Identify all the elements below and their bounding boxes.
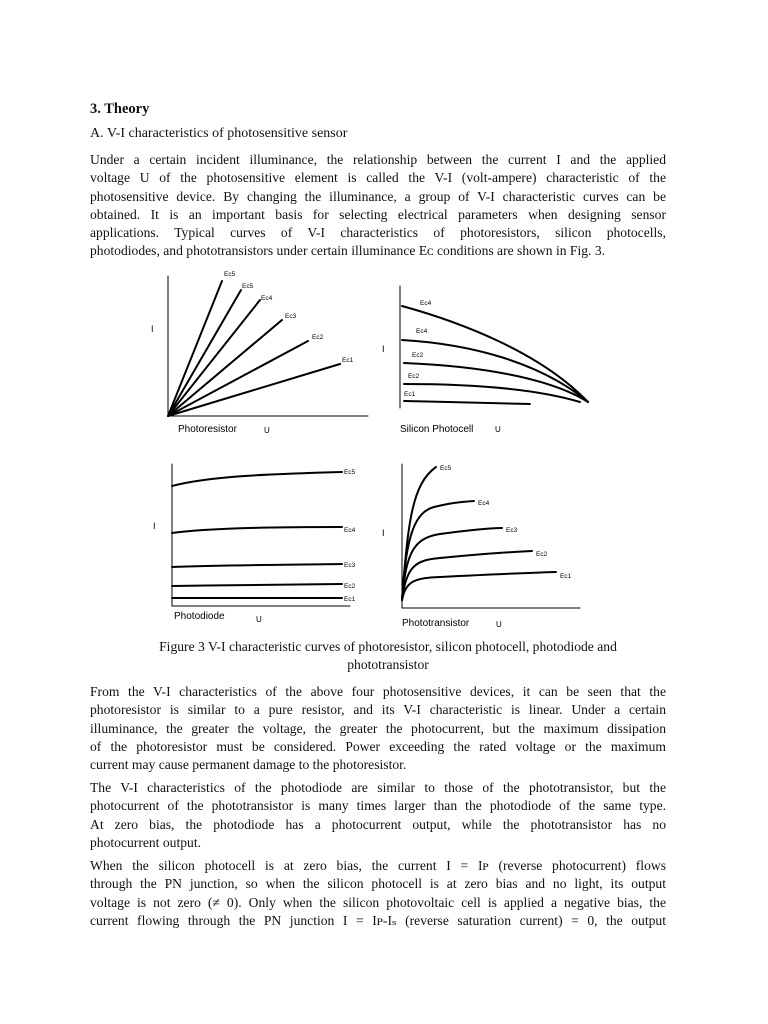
curve-ec5 xyxy=(172,472,342,486)
curve-label: Ec2 xyxy=(412,352,424,359)
photoresistor-label: Photoresistor xyxy=(178,424,237,435)
curve-label: Ec5 xyxy=(224,271,236,278)
text-line: through the PN junction, so when the silicon photocell is at zero bias and no light, its output xyxy=(90,876,666,892)
text-line: photodiodes, and phototransistors under certain illuminance Eᴄ conditions are shown in Fig. 3. xyxy=(90,243,606,259)
curve-ec1 xyxy=(402,572,556,600)
text-line: photocurrent output. xyxy=(90,834,201,850)
phototransistor-y-label: I xyxy=(382,528,385,538)
curve-ec3 xyxy=(168,320,282,416)
text-line: current flowing through the PN junction I = Iᴘ-Iₛ (reverse saturation current) = 0, the output xyxy=(90,912,666,928)
section-heading: 3. Theory xyxy=(90,101,150,117)
curve-label: Ec3 xyxy=(506,527,518,534)
photocell-y-label: I xyxy=(382,344,385,354)
text-line: The V-I characteristics of the photodiode are similar to those of the phototransistor, but the xyxy=(90,780,666,795)
text-line: applications. Typical curves of V-I characteristics of photoresistors, silicon photocells, xyxy=(90,225,666,241)
curve-label: Ec1 xyxy=(560,573,572,580)
text-line: illuminance, the greater the voltage, the greater the photocurrent, but the maximum dissipation xyxy=(90,720,666,736)
photodiode-y-label: I xyxy=(153,521,156,531)
phototransistor-x-label: U xyxy=(496,620,502,629)
curve-label: Ec1 xyxy=(344,596,356,603)
curve-label: Ec2 xyxy=(344,583,356,590)
curve-ec4 xyxy=(168,300,260,416)
curve-label: Ec1 xyxy=(342,357,354,364)
paragraph-photocell xyxy=(90,857,666,930)
subsection-heading: A. V-I characteristics of photosensitive sensor xyxy=(90,126,348,141)
curve-label: Ec5 xyxy=(242,283,254,290)
text-line: voltage U of the photosensitive element is called the V-I (volt-ampere) characteristic of the xyxy=(90,170,666,186)
paragraph-intro xyxy=(90,151,666,261)
curve-label: Ec5 xyxy=(440,465,452,472)
curve-label: Ec2 xyxy=(408,373,420,380)
text-line: At zero bias, the photodiode has a photocurrent output, while the phototransistor has no xyxy=(90,816,666,832)
curve-label: Ec4 xyxy=(344,527,356,534)
curve-label: Ec4 xyxy=(420,300,432,307)
text-line: Under a certain incident illuminance, the relationship between the current I and the applied xyxy=(90,152,666,167)
paragraph-photoresistor xyxy=(90,683,666,774)
curve-label: Ec3 xyxy=(344,562,356,569)
text-line: photocurrent of the phototransistor is many times larger than the photodiode of the same type. xyxy=(90,798,666,814)
curve-ec3 xyxy=(172,564,342,567)
photodiode-label: Photodiode xyxy=(174,611,225,622)
photoresistor-y-label: I xyxy=(151,324,154,334)
curve-ec1 xyxy=(404,401,530,404)
curve-label: Ec3 xyxy=(285,313,297,320)
text-line: When the silicon photocell is at zero bias, the current I = Iᴘ (reverse photocurrent) flows xyxy=(90,858,666,873)
curve-label: Ec2 xyxy=(312,334,324,341)
text-line: obtained. It is an important basis for selecting electrical parameters when designing sensor xyxy=(90,206,666,222)
figure-3 xyxy=(140,262,640,634)
caption-line: Figure 3 V-I characteristic curves of photoresistor, silicon photocell, photodiode and xyxy=(159,639,617,654)
text-line: photoresistor is similar to a pure resistor, and its V-I characteristic is linear. Under a certain xyxy=(90,702,666,718)
curve-label: Ec2 xyxy=(536,551,548,558)
curve-label: Ec5 xyxy=(344,469,356,476)
photocell-x-label: U xyxy=(495,425,501,434)
photodiode-panel xyxy=(172,464,350,606)
phototransistor-label: Phototransistor xyxy=(402,618,470,629)
curve-label: Ec4 xyxy=(416,328,428,335)
curve-ec4 xyxy=(172,527,342,533)
photoresistor-x-label: U xyxy=(264,426,270,435)
text-line: photosensitive device. By changing the illuminance, a group of V-I characteristic curves can be xyxy=(90,188,666,204)
figure-caption xyxy=(90,638,686,674)
text-line: current may cause permanent damage to the photoresistor. xyxy=(90,757,407,773)
vi-curves-figure xyxy=(140,262,640,634)
phototransistor-panel xyxy=(402,464,580,608)
curve-ec2 xyxy=(172,584,342,586)
photodiode-x-label: U xyxy=(256,615,262,624)
curve-label: Ec1 xyxy=(404,391,416,398)
curve-label: Ec4 xyxy=(478,500,490,507)
caption-line: phototransistor xyxy=(347,657,429,672)
curve-label: Ec4 xyxy=(261,295,273,302)
text-line: voltage is not zero (≠ 0). Only when the silicon photovoltaic cell is applied a negative bias, the xyxy=(90,894,666,910)
paragraph-photodiode xyxy=(90,779,666,852)
text-line: From the V-I characteristics of the above four photosensitive devices, it can be seen that the xyxy=(90,684,666,699)
text-line: of the photoresistor must be considered. Power exceeding the rated voltage or the maximum xyxy=(90,738,666,754)
curve-ec5 xyxy=(168,281,222,416)
photocell-label: Silicon Photocell xyxy=(400,424,474,435)
